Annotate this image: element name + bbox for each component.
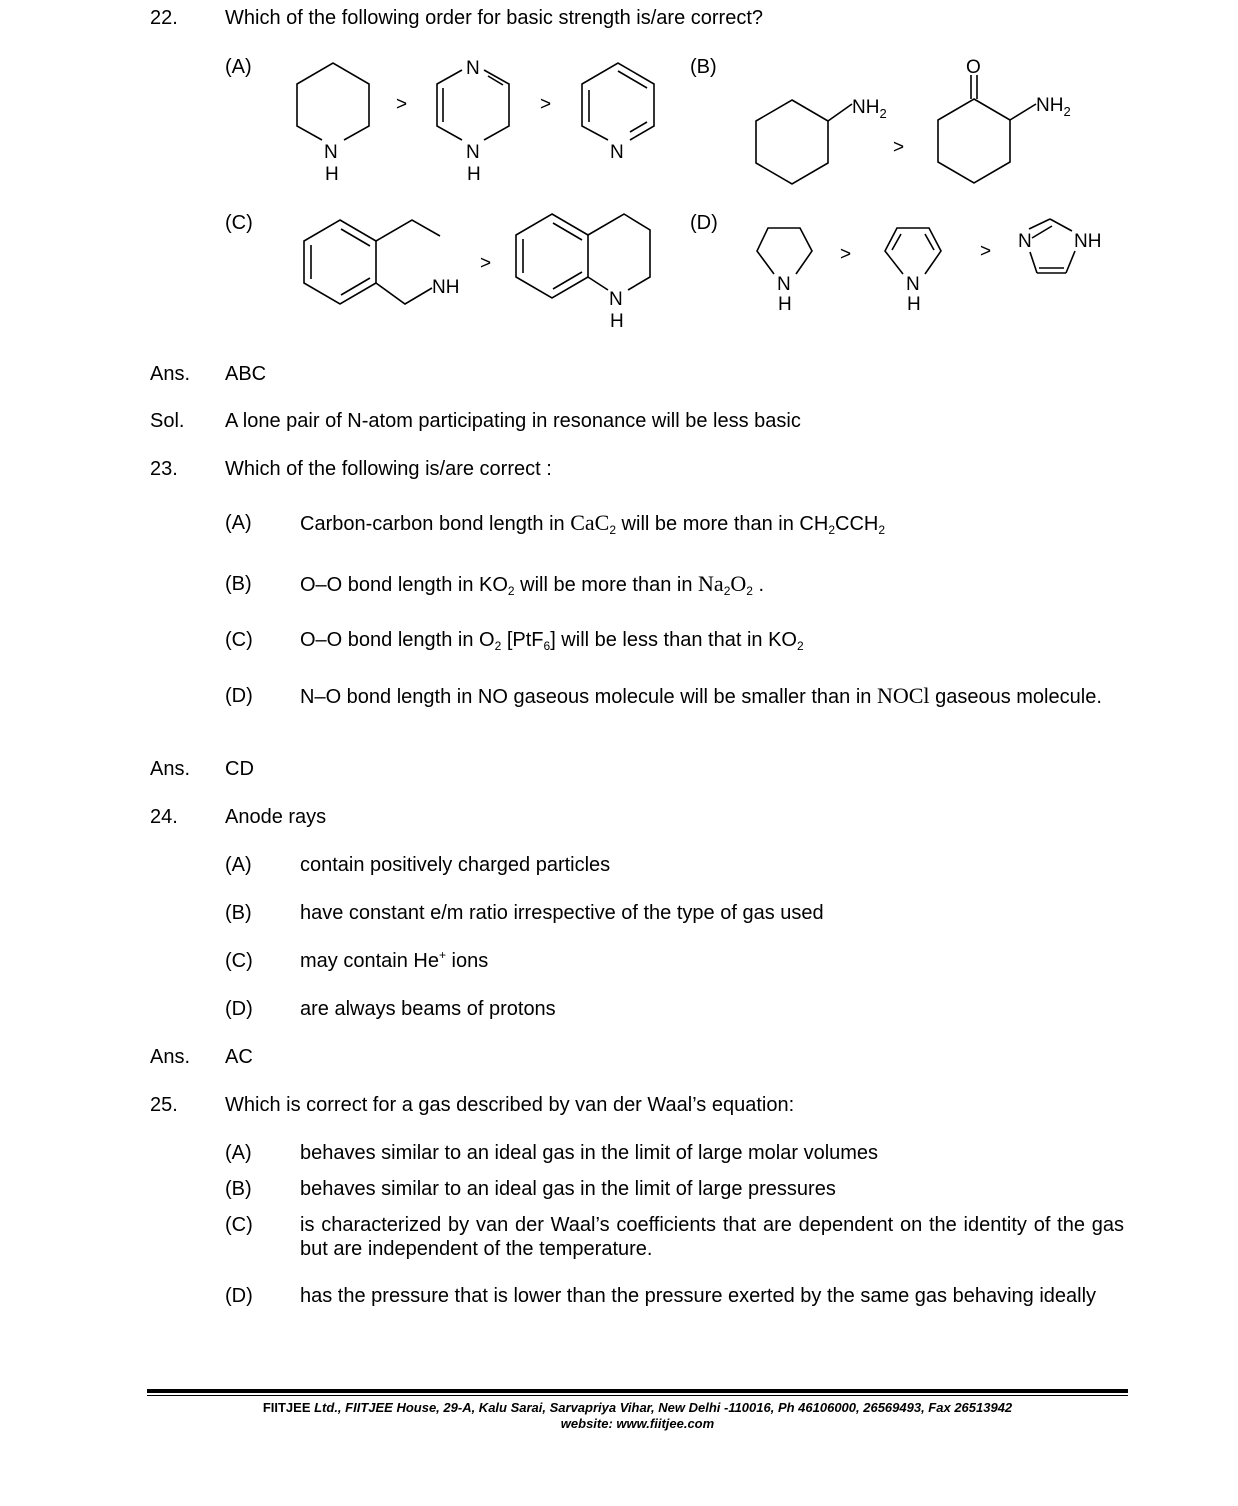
- question-number: 22.: [150, 7, 178, 29]
- footer-rule: [147, 1395, 1128, 1396]
- option-label-b: (B): [225, 1178, 252, 1200]
- answer-value: ABC: [225, 363, 267, 385]
- gt-sign: >: [840, 244, 852, 265]
- answer-value: CD: [225, 758, 254, 780]
- option-text-c: O–O bond length in $O_2$ [PtF$_6$] will be less than that in $KO_2$: [300, 629, 804, 653]
- option-label-b: (B): [690, 56, 717, 78]
- option-label-a: (A): [225, 854, 252, 876]
- solution-label: Sol.: [150, 410, 185, 432]
- answer-value: AC: [225, 1046, 253, 1068]
- option-text-c: may contain He+ ions: [300, 948, 489, 972]
- option-text-d: N–O bond length in NO gaseous molecule will be smaller than in NOCl gaseous molecule.: [300, 683, 1102, 708]
- answer-label: Ans.: [150, 758, 191, 780]
- gt-sign: >: [893, 137, 905, 158]
- option-label-a: (A): [225, 56, 252, 78]
- question-text: Anode rays: [225, 806, 327, 828]
- atom-h: H: [778, 294, 792, 315]
- atom-n: N: [1018, 231, 1032, 252]
- pyridine-structure: [582, 63, 654, 163]
- option-text-c: is characterized by van der Waal’s coefficients that are dependent on the identity of the gas but are independent of the temperature.: [300, 1214, 1124, 1260]
- atom-n: N: [609, 289, 623, 310]
- solution-text: A lone pair of N-atom participating in resonance will be less basic: [225, 410, 801, 432]
- question-text: Which is correct for a gas described by van der Waal’s equation:: [225, 1094, 795, 1116]
- atom-n: N: [466, 142, 480, 163]
- option-label-c: (C): [225, 629, 253, 651]
- option-label-d: (D): [225, 998, 253, 1020]
- atom-h: H: [325, 164, 339, 185]
- question-text: Which of the following is/are correct :: [225, 458, 552, 480]
- cyclohexylamine-structure: [756, 97, 887, 184]
- question-number: 24.: [150, 806, 178, 828]
- option-text-d: has the pressure that is lower than the pressure exerted by the same gas behaving ideally: [300, 1285, 1097, 1307]
- question-number: 23.: [150, 458, 178, 480]
- answer-label: Ans.: [150, 1046, 191, 1068]
- option-label-d: (D): [225, 685, 253, 707]
- gt-sign: >: [540, 94, 552, 115]
- pyrrole-structure: [885, 228, 941, 315]
- option-label-c: (C): [225, 950, 253, 972]
- answer-label: Ans.: [150, 363, 191, 385]
- option-label-b: (B): [225, 573, 252, 595]
- atom-n: N: [466, 58, 480, 79]
- amine-group: $NH_2$: [852, 97, 887, 121]
- question-text: Which of the following order for basic strength is/are correct?: [225, 7, 764, 29]
- footer-rule: [147, 1389, 1128, 1393]
- atom-n: N: [610, 142, 624, 163]
- option-text-b: O–O bond length in $KO_2$ will be more than in $Na_2O_2$ .: [300, 571, 765, 598]
- gt-sign: >: [480, 253, 492, 274]
- option-label-c: (C): [225, 212, 253, 234]
- option-label-b: (B): [225, 902, 252, 924]
- atom-n: N: [906, 274, 920, 295]
- atom-h: H: [467, 164, 481, 185]
- option-label-c: (C): [225, 1214, 253, 1236]
- option-text-d: are always beams of protons: [300, 998, 556, 1020]
- piperidine-structure: [297, 63, 369, 185]
- gt-sign: >: [980, 241, 992, 262]
- footer-brand: FIITJEE: [262, 1400, 311, 1415]
- question-number: 25.: [150, 1094, 178, 1116]
- aminocyclohexanone-structure: [938, 57, 1071, 183]
- atom-n: N: [777, 274, 791, 295]
- option-text-a: Carbon-carbon bond length in CaC$_2$ will be more than in $CH_2CCH_2$: [300, 510, 886, 537]
- gt-sign: >: [396, 94, 408, 115]
- footer-address: FIITJEE Ltd., FIITJEE House, 29-A, Kalu Sarai, Sarvapriya Vihar, New Delhi -110016, Ph 46106000, 26569493, Fax 26513942: [262, 1400, 1013, 1415]
- dihydropyrazine-structure: [437, 58, 509, 185]
- atom-h: H: [610, 311, 624, 332]
- pyrrolidine-structure: [757, 228, 812, 315]
- imidazole-structure: [1018, 219, 1101, 273]
- atom-n: N: [324, 142, 338, 163]
- option-label-a: (A): [225, 512, 252, 534]
- atom-o: O: [966, 57, 981, 78]
- option-text-a: contain positively charged particles: [300, 854, 611, 876]
- q22-structures: [0, 0, 1238, 340]
- amine-group: $NH_2$: [1036, 95, 1071, 119]
- option-text-b: have constant e/m ratio irrespective of the type of gas used: [300, 902, 824, 924]
- option-text-b: behaves similar to an ideal gas in the limit of large pressures: [300, 1178, 836, 1200]
- amine-group: NH: [432, 277, 460, 298]
- tetrahydroquinoline-structure: [516, 214, 650, 332]
- option-label-d: (D): [225, 1285, 253, 1307]
- amine-group: NH: [1074, 231, 1102, 252]
- atom-h: H: [907, 294, 921, 315]
- footer-website: website: www.fiitjee.com: [560, 1416, 715, 1431]
- option-label-d: (D): [690, 212, 718, 234]
- option-label-a: (A): [225, 1142, 252, 1164]
- option-text-a: behaves similar to an ideal gas in the limit of large molar volumes: [300, 1142, 879, 1164]
- tetrahydroisoquinoline-structure: [304, 220, 459, 304]
